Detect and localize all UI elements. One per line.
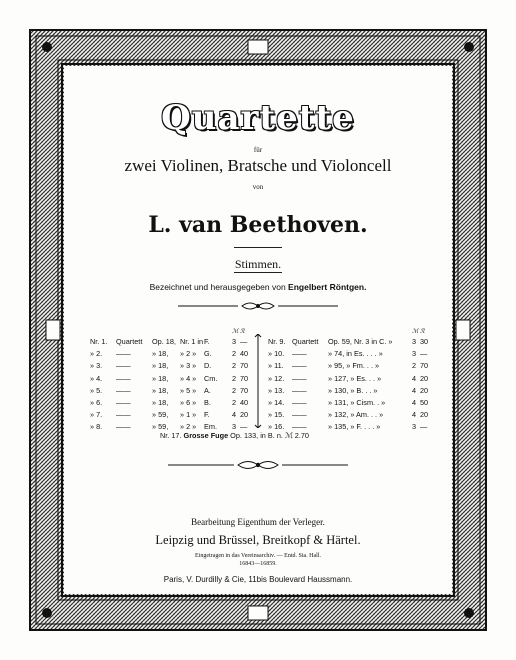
- entry-title: ——: [116, 361, 131, 371]
- entry-opus: » 95, » Fm. . . »: [328, 361, 380, 371]
- entry-title: Quartett: [116, 337, 143, 346]
- entry-price-mark: 2: [232, 349, 237, 359]
- entry-opus: » 18,: [152, 385, 169, 395]
- entry-price-pf: —: [240, 422, 248, 432]
- entry-subnumber: » 6 »: [180, 398, 197, 407]
- entry-opus: » 135, » F. . . . »: [328, 422, 381, 432]
- entry-key: F.: [204, 410, 210, 420]
- entry-price-mark: 4: [412, 373, 417, 383]
- entry-opus: Op. 18,: [152, 337, 176, 346]
- entry-subnumber: » 2 »: [180, 349, 197, 359]
- entry-title: ——: [292, 385, 307, 395]
- entry-price-pf: 20: [420, 410, 429, 420]
- entry-price-mark: 4: [412, 410, 417, 420]
- entry-price-mark: 3: [232, 337, 237, 346]
- paris-agent: Paris, V. Durdilly & Cie, 11bis Boulevard Haussmann.: [163, 575, 353, 584]
- currency-header-left: ℳ ℛ: [232, 329, 245, 335]
- entry-key: F.: [204, 337, 210, 346]
- entry-price-pf: 70: [240, 361, 249, 371]
- entry-price-pf: 70: [240, 385, 249, 395]
- entry-opus: » 132, » Am. . . »: [328, 410, 384, 420]
- entry-opus: » 18,: [152, 349, 169, 359]
- entry-opus: » 131, » Cism. . »: [328, 398, 386, 407]
- entry-subnumber: » 3 »: [180, 361, 197, 371]
- entry-price-pf: 40: [240, 398, 249, 407]
- entry-number: Nr. 9.: [268, 337, 286, 346]
- entry-subnumber: » 4 »: [180, 373, 197, 383]
- entry-key: D.: [204, 361, 212, 371]
- entry-number: » 13.: [268, 385, 285, 395]
- entry-title: ——: [116, 373, 131, 383]
- registration-note: Eingetragen in das Vereinsarchiv. — Entd. Sta. Hall.: [195, 553, 321, 559]
- stimmen-label: Stimmen.: [234, 257, 282, 271]
- entry-key: B.: [204, 398, 211, 407]
- entry-price-pf: —: [420, 422, 428, 432]
- entry-price-pf: 20: [240, 410, 249, 420]
- entry-price-pf: 70: [420, 361, 429, 371]
- entry-subnumber: Nr. 1 in: [180, 337, 204, 346]
- entry-price-pf: —: [420, 349, 428, 359]
- editor-name: Engelbert Röntgen.: [288, 282, 367, 292]
- entry-opus: » 59,: [152, 422, 169, 432]
- entry-price-mark: 4: [232, 410, 237, 420]
- entry-title: ——: [292, 349, 307, 359]
- entry-key: Em.: [204, 422, 217, 432]
- entry-opus: » 127, » Es. . . »: [328, 373, 382, 383]
- entry-number: » 10.: [268, 349, 285, 359]
- entry-subnumber: » 2 »: [180, 422, 197, 432]
- entry-price-pf: 50: [420, 398, 429, 407]
- entry-number: » 8.: [90, 422, 103, 432]
- entry-title: ——: [116, 398, 131, 407]
- entry-number: » 7.: [90, 410, 103, 420]
- entry-price-mark: 3: [412, 349, 417, 359]
- divider-rule: [234, 272, 282, 273]
- entry-number: » 5.: [90, 385, 103, 395]
- entry-title: ——: [292, 373, 307, 383]
- entry-opus: » 59,: [152, 410, 169, 420]
- entry-title: ——: [292, 361, 307, 371]
- entry-price-mark: 2: [412, 361, 417, 371]
- entry-number: » 11.: [268, 361, 284, 371]
- entry-price-mark: 3: [412, 422, 417, 432]
- entry-title: ——: [116, 422, 131, 432]
- center-vertical-ornament: [254, 334, 262, 428]
- entry-opus: Op. 59, Nr. 3 in C. »: [328, 337, 393, 346]
- nr17-details: Op. 133, in B. n.: [230, 431, 283, 440]
- entry-opus: » 74, in Es. . . . »: [328, 349, 383, 359]
- entry-price-pf: 20: [420, 373, 429, 383]
- entry-key: A.: [204, 385, 211, 395]
- entry-price-mark: 4: [412, 385, 417, 395]
- entry-number: » 16.: [268, 422, 285, 432]
- page-title: Quartette: [161, 98, 355, 138]
- fur-label: für: [253, 146, 263, 154]
- entry-opus: » 18,: [152, 398, 169, 407]
- entry-title: ——: [292, 398, 307, 407]
- entry-price-pf: —: [240, 337, 248, 346]
- publisher-rights: Bearbeitung Eigenthum der Verleger.: [191, 517, 325, 527]
- edited-prefix: Bezeichnet und herausgegeben von: [149, 282, 286, 292]
- entry-key: Cm.: [204, 373, 218, 383]
- von-label: von: [252, 183, 264, 191]
- entry-price-pf: 20: [420, 385, 429, 395]
- composer-name: L. van Beethoven.: [148, 212, 368, 238]
- nr17-price: ℳ 2.70: [284, 431, 309, 440]
- publisher-name: Leipzig und Brüssel, Breitkopf & Härtel.: [155, 533, 361, 547]
- currency-header-right: ℳ ℛ: [412, 329, 425, 335]
- entry-price-mark: 2: [232, 373, 237, 383]
- entry-number: » 2.: [90, 349, 103, 359]
- divider-rule: [234, 247, 282, 248]
- nr17-title: Grosse Fuge: [183, 431, 229, 440]
- entry-number: » 14.: [268, 398, 285, 407]
- entry-number: » 15.: [268, 410, 285, 420]
- entry-number: » 12.: [268, 373, 285, 383]
- entry-price-mark: 4: [412, 398, 417, 407]
- entry-price-mark: 2: [232, 361, 237, 371]
- entry-title: ——: [292, 422, 307, 432]
- entry-title: ——: [116, 385, 131, 395]
- entry-opus: » 18,: [152, 373, 169, 383]
- subtitle: zwei Violinen, Bratsche und Violoncell: [124, 156, 392, 175]
- entry-subnumber: » 5 »: [180, 385, 197, 395]
- entry-price-pf: 40: [240, 349, 249, 359]
- entry-price-mark: 3: [232, 422, 237, 432]
- ornament-divider-top: [178, 300, 338, 312]
- entry-opus: » 130, » B. . . »: [328, 385, 378, 395]
- entry-title: ——: [292, 410, 307, 420]
- plate-numbers: 16843—16859.: [239, 561, 277, 567]
- entry-price-mark: 2: [232, 398, 237, 407]
- entry-price-pf: 30: [420, 337, 429, 346]
- entry-title: ——: [116, 349, 131, 359]
- entry-price-pf: 70: [240, 373, 249, 383]
- entry-subnumber: » 1 »: [180, 410, 197, 420]
- entry-price-mark: 3: [412, 337, 417, 346]
- entry-opus: » 18,: [152, 361, 169, 371]
- entry-price-mark: 2: [232, 385, 237, 395]
- editor-line: [64, 282, 452, 292]
- entry-title: ——: [116, 410, 131, 420]
- entry-title: Quartett: [292, 337, 319, 346]
- nr17-prefix: Nr. 17.: [160, 431, 182, 440]
- entry-number: » 4.: [90, 373, 103, 383]
- ornament-divider-bottom: [168, 458, 348, 472]
- nr17-line: [160, 431, 309, 440]
- entry-number: » 3.: [90, 361, 103, 371]
- entry-key: G.: [204, 349, 212, 359]
- entry-number: » 6.: [90, 398, 103, 407]
- entry-number: Nr. 1.: [90, 337, 108, 346]
